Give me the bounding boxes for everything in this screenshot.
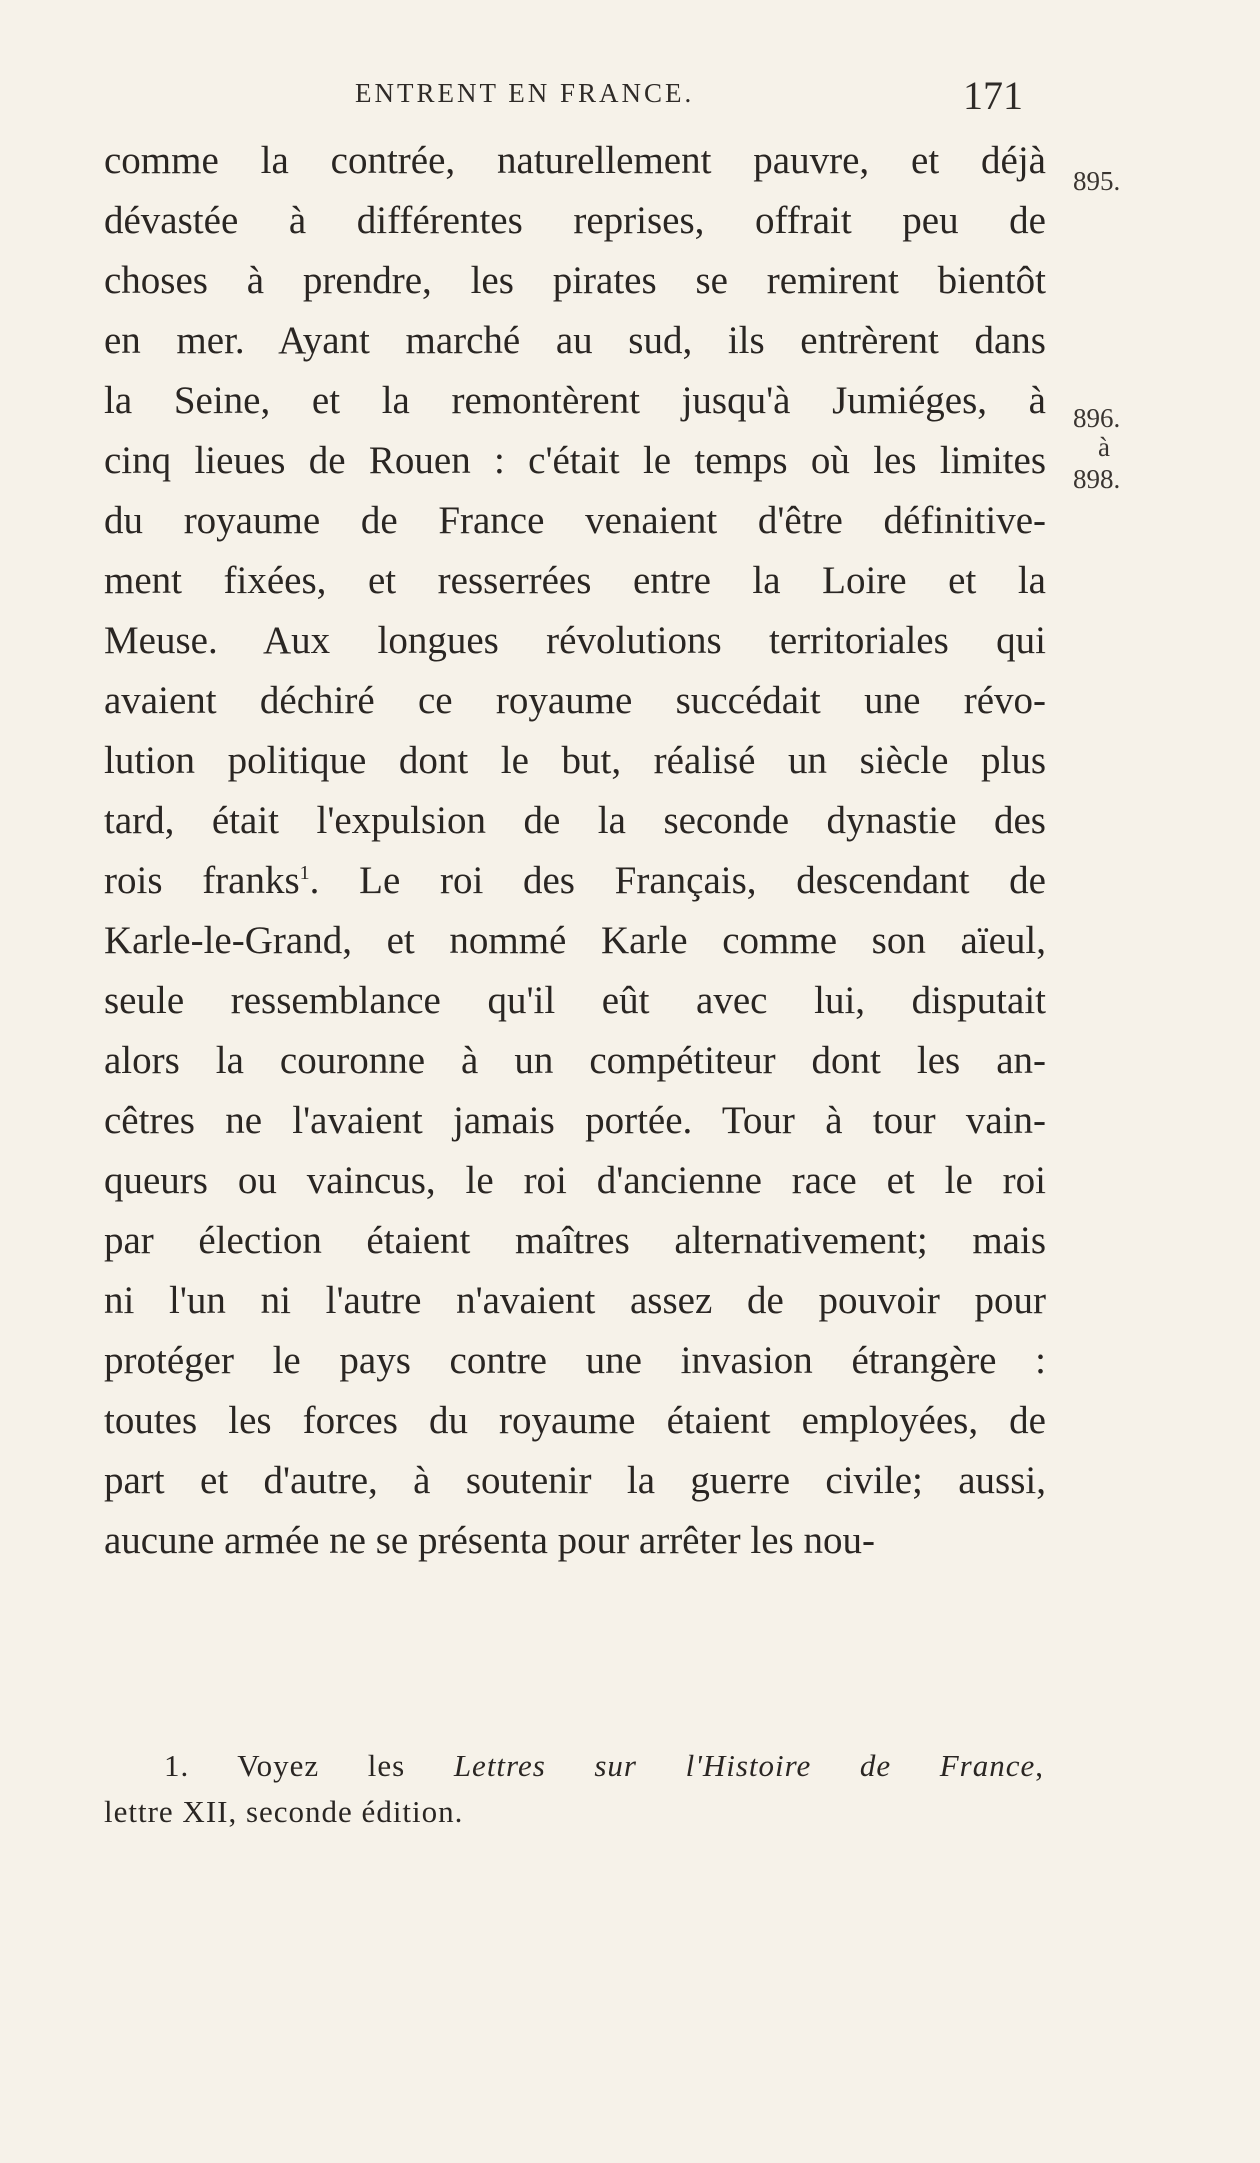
text-line: toutes les forces du royaume étaient employées, de (104, 1399, 1046, 1442)
text-line: aucune armée ne se présenta pour arrêter les nou- (104, 1519, 875, 1562)
margin-year: 895. (1073, 166, 1121, 196)
text-line: Meuse. Aux longues révolutions territoriales qui (104, 619, 1046, 662)
text-line: du royaume de France venaient d'être définitive- (104, 499, 1046, 542)
text-line: en mer. Ayant marché au sud, ils entrèrent dans (104, 319, 1046, 362)
margin-year-conjunction: à (1098, 432, 1110, 462)
text-line: alors la couronne à un compétiteur dont les an- (104, 1039, 1046, 1082)
text-segment: . Le roi des Français, descendant de (309, 859, 1046, 902)
text-line: choses à prendre, les pirates se remirent bientôt (104, 259, 1046, 302)
margin-year: 898. (1073, 464, 1121, 494)
text-line: lution politique dont le but, réalisé un siècle plus (104, 739, 1046, 782)
text-line: tard, était l'expulsion de la seconde dynastie des (104, 799, 1046, 842)
footnote (104, 1743, 1044, 1835)
footnote-reference: 1 (299, 862, 310, 884)
footnote-text: , (1035, 1748, 1044, 1783)
text-line: par élection étaient maîtres alternativement; mais (104, 1219, 1046, 1262)
text-line-with-footnote-ref (104, 851, 1046, 911)
text-line: ni l'un ni l'autre n'avaient assez de pouvoir pour (104, 1279, 1046, 1322)
text-line: comme la contrée, naturellement pauvre, et déjà (104, 139, 1046, 182)
footnote-text: Voyez les (237, 1748, 406, 1783)
running-header: ENTRENT EN FRANCE. (355, 78, 695, 108)
text-line: dévastée à différentes reprises, offrait peu de (104, 199, 1046, 242)
text-line: protéger le pays contre une invasion étrangère : (104, 1339, 1046, 1382)
text-line: Karle-le-Grand, et nommé Karle comme son aïeul, (104, 919, 1046, 962)
text-line: queurs ou vaincus, le roi d'ancienne race et le roi (104, 1159, 1046, 1202)
page-number: 171 (963, 73, 1023, 118)
text-line: ment fixées, et resserrées entre la Loire et la (104, 559, 1046, 602)
text-line: cinq lieues de Rouen : c'était le temps où les limites (104, 439, 1046, 482)
margin-year: 896. (1073, 403, 1121, 433)
footnote-number: 1. (164, 1748, 190, 1783)
text-line: cêtres ne l'avaient jamais portée. Tour à tour vain- (104, 1099, 1046, 1142)
footnote-line (104, 1743, 1044, 1789)
text-line: part et d'autre, à soutenir la guerre civile; aussi, (104, 1459, 1046, 1502)
text-line: la Seine, et la remontèrent jusqu'à Jumiéges, à (104, 379, 1046, 422)
text-line: seule ressemblance qu'il eût avec lui, disputait (104, 979, 1046, 1022)
text-line: avaient déchiré ce royaume succédait une révo- (104, 679, 1046, 722)
footnote-title: Lettres sur l'Histoire de France (453, 1748, 1036, 1783)
text-segment: rois franks (104, 859, 300, 902)
footnote-line: lettre XII, seconde édition. (104, 1794, 464, 1829)
